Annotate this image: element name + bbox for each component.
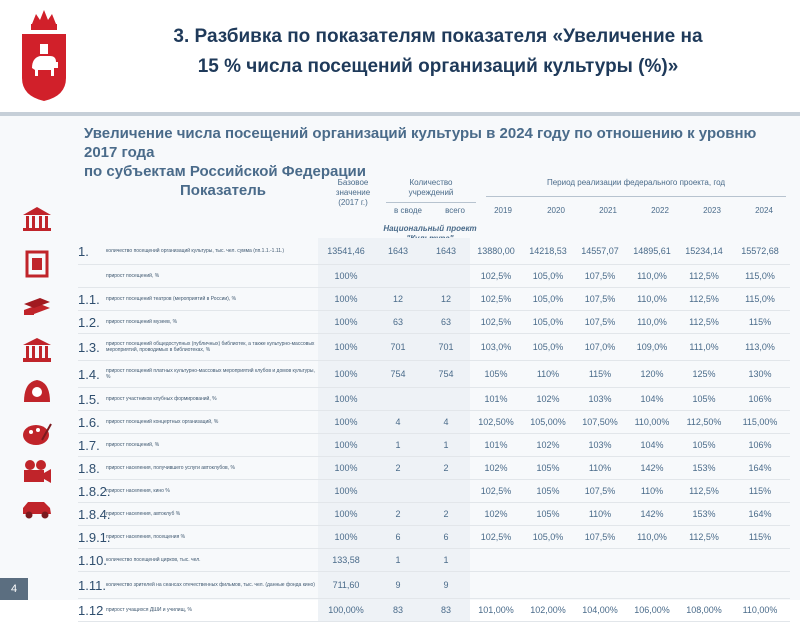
year-value-cell: 101,00%: [470, 599, 522, 622]
in-total-cell: 9: [374, 572, 422, 599]
table-row: [78, 311, 790, 334]
year-value-cell: 164%: [730, 457, 790, 480]
year-value-cell: 110,00%: [730, 599, 790, 622]
table-row: [78, 457, 790, 480]
total-cell: 63: [422, 311, 470, 334]
year-2024: 2024: [755, 206, 773, 215]
total-cell: [422, 480, 470, 503]
in-total-cell: 2: [374, 503, 422, 526]
base-value-cell: 100%: [318, 503, 374, 526]
row-number: [78, 265, 106, 288]
period-header-rule: [486, 196, 786, 197]
total-cell: 1: [422, 549, 470, 572]
in-total-cell: 63: [374, 311, 422, 334]
base-value-cell: 100%: [318, 457, 374, 480]
year-value-cell: 107,5%: [574, 311, 626, 334]
year-value-cell: 107,5%: [574, 526, 626, 549]
palette-icon: [20, 420, 54, 448]
base-header-line1: Базовое: [337, 178, 369, 187]
year-value-cell: 102%: [522, 388, 574, 411]
year-value-cell: 105%: [522, 503, 574, 526]
total-cell: 83: [422, 599, 470, 622]
year-value-cell: 115%: [730, 480, 790, 503]
base-value-cell: 100%: [318, 311, 374, 334]
year-value-cell: 110%: [574, 457, 626, 480]
year-value-cell: 115,0%: [730, 265, 790, 288]
kokoshnik-icon: [20, 378, 54, 406]
year-value-cell: 102,5%: [470, 480, 522, 503]
year-value-cell: 110,0%: [626, 311, 678, 334]
year-value-cell: 104,00%: [574, 599, 626, 622]
year-value-cell: 105,00%: [522, 411, 574, 434]
year-value-cell: 115%: [574, 361, 626, 388]
year-value-cell: [470, 549, 522, 572]
year-value-cell: 101%: [470, 388, 522, 411]
row-number: 1.7.: [78, 434, 106, 457]
year-value-cell: 105%: [470, 361, 522, 388]
year-value-cell: [574, 549, 626, 572]
year-value-cell: 112,5%: [678, 288, 730, 311]
total-cell: 6: [422, 526, 470, 549]
year-value-cell: 107,5%: [574, 265, 626, 288]
film-camera-icon: [20, 458, 54, 486]
table-title-line1: Увеличение числа посещений организаций культуры в 2024 году по отношению к уровню 2017 года: [84, 125, 757, 161]
table-row: [78, 411, 790, 434]
table-row: [78, 288, 790, 311]
total-cell: [422, 265, 470, 288]
year-value-cell: 115%: [730, 311, 790, 334]
base-value-cell: 100%: [318, 480, 374, 503]
base-header-line3: (2017 г.): [338, 198, 368, 207]
slide-title: [88, 22, 788, 82]
year-value-cell: 107,0%: [574, 334, 626, 361]
year-value-cell: 105,0%: [522, 311, 574, 334]
in-total-cell: 701: [374, 334, 422, 361]
row-label: прирост учащихся ДШИ и училищ, %: [106, 599, 318, 622]
year-value-cell: [470, 572, 522, 599]
year-value-cell: 102%: [470, 503, 522, 526]
base-value-cell: 100%: [318, 526, 374, 549]
row-number: 1.5.: [78, 388, 106, 411]
year-value-cell: 112,5%: [678, 311, 730, 334]
year-value-cell: 13880,00: [470, 238, 522, 265]
base-value-cell: 13541,46: [318, 238, 374, 265]
in-total-cell: [374, 480, 422, 503]
total-cell: 1: [422, 434, 470, 457]
table-title-line2: по субъектам Российской Федерации: [84, 163, 366, 180]
year-value-cell: 112,5%: [678, 480, 730, 503]
row-label: количество зрителей на сеансах отечественных фильмов, тыс. чел. (данные фонда кино): [106, 572, 318, 599]
total-cell: [422, 388, 470, 411]
year-value-cell: 105,0%: [522, 334, 574, 361]
year-value-cell: 115,0%: [730, 288, 790, 311]
base-value-header: [328, 178, 378, 208]
year-value-cell: [626, 572, 678, 599]
row-label: прирост посещений, %: [106, 265, 318, 288]
base-header-line2: значение: [335, 188, 371, 197]
year-value-cell: 110%: [626, 480, 678, 503]
row-label: прирост населения, кино %: [106, 480, 318, 503]
year-value-cell: 14557,07: [574, 238, 626, 265]
year-value-cell: 102%: [522, 434, 574, 457]
in-total-cell: 1643: [374, 238, 422, 265]
year-value-cell: 102,50%: [470, 411, 522, 434]
year-value-cell: 120%: [626, 361, 678, 388]
year-2020: 2020: [547, 206, 565, 215]
year-value-cell: [678, 549, 730, 572]
year-2019: 2019: [494, 206, 512, 215]
year-value-cell: 103%: [574, 388, 626, 411]
row-label: прирост посещений концертных организаций, %: [106, 411, 318, 434]
year-value-cell: 14218,53: [522, 238, 574, 265]
year-value-cell: 102,5%: [470, 265, 522, 288]
table-row: [78, 265, 790, 288]
year-value-cell: 106%: [730, 434, 790, 457]
year-value-cell: 105,0%: [522, 526, 574, 549]
year-value-cell: 101%: [470, 434, 522, 457]
in-total-cell: 4: [374, 411, 422, 434]
total-cell: 9: [422, 572, 470, 599]
year-value-cell: 106%: [730, 388, 790, 411]
count-header-line2: учреждений: [408, 188, 454, 197]
indicator-header: Показатель: [180, 182, 267, 199]
books-icon: [20, 292, 54, 320]
year-value-cell: [678, 572, 730, 599]
row-label: прирост посещений общедоступных (публичных) библиотек, а также культурно-массовых мероприятий, проводимых в библиотеках, %: [106, 334, 318, 361]
row-number: 1.: [78, 238, 106, 265]
year-value-cell: 110%: [522, 361, 574, 388]
total-cell: 12: [422, 288, 470, 311]
row-number: 1.8.: [78, 457, 106, 480]
culture-house-icon: [20, 336, 54, 364]
indicators-table: [78, 238, 790, 622]
row-label: прирост посещений музеев, %: [106, 311, 318, 334]
year-value-cell: 105,0%: [522, 265, 574, 288]
year-value-cell: 105%: [678, 388, 730, 411]
count-header: [386, 178, 476, 198]
total-cell: 4: [422, 411, 470, 434]
indicators-table-body: [78, 238, 790, 622]
year-value-cell: 164%: [730, 503, 790, 526]
year-value-cell: 106,00%: [626, 599, 678, 622]
base-value-cell: 100%: [318, 388, 374, 411]
count-header-rule: [386, 202, 476, 203]
year-value-cell: 104%: [626, 388, 678, 411]
row-label: прирост посещений платных культурно-массовых мероприятий клубов и домов культуры, %: [106, 361, 318, 388]
theatre-icon: [20, 205, 54, 233]
row-number: 1.12: [78, 599, 106, 622]
year-value-cell: [730, 549, 790, 572]
row-label: прирост населения, получившего услуги автоклубов, %: [106, 457, 318, 480]
in-total-cell: 12: [374, 288, 422, 311]
year-value-cell: [730, 572, 790, 599]
base-value-cell: 100%: [318, 265, 374, 288]
perm-krai-emblem: [18, 6, 70, 102]
row-number: 1.3.: [78, 334, 106, 361]
in-total-cell: 6: [374, 526, 422, 549]
total-cell: 2: [422, 457, 470, 480]
total-header: всего: [445, 206, 465, 215]
year-value-cell: 115%: [730, 526, 790, 549]
year-value-cell: 15572,68: [730, 238, 790, 265]
table-row: [78, 434, 790, 457]
year-value-cell: 108,00%: [678, 599, 730, 622]
year-value-cell: 110,0%: [626, 265, 678, 288]
year-value-cell: [574, 572, 626, 599]
in-total-header: в своде: [393, 206, 423, 215]
year-value-cell: 107,5%: [574, 288, 626, 311]
table-row: [78, 480, 790, 503]
year-value-cell: [522, 549, 574, 572]
row-number: 1.1.: [78, 288, 106, 311]
year-value-cell: 105,0%: [522, 288, 574, 311]
in-total-cell: [374, 388, 422, 411]
table-row: [78, 238, 790, 265]
table-row: [78, 599, 790, 622]
base-value-cell: 100%: [318, 411, 374, 434]
base-value-cell: 100%: [318, 334, 374, 361]
year-value-cell: 107,5%: [574, 480, 626, 503]
year-value-cell: 102%: [470, 457, 522, 480]
row-number: 1.11.: [78, 572, 106, 599]
row-label: количество посещений цирков, тыс. чел.: [106, 549, 318, 572]
row-label: количество посещений организаций культуры, тыс. чел. сумма (пп.1.1.-1.11.): [106, 238, 318, 265]
table-row: [78, 526, 790, 549]
base-value-cell: 133,58: [318, 549, 374, 572]
period-header: Период реализации федерального проекта, год: [546, 178, 726, 187]
row-label: прирост населения, автоклуб %: [106, 503, 318, 526]
total-cell: 701: [422, 334, 470, 361]
table-title: [84, 124, 784, 181]
row-number: 1.8.2.: [78, 480, 106, 503]
base-value-cell: 100,00%: [318, 599, 374, 622]
year-value-cell: 105%: [678, 434, 730, 457]
table-row: [78, 549, 790, 572]
slide-title-line1: 3. Разбивка по показателям показателя «Увеличение на: [173, 26, 703, 47]
year-value-cell: 111,0%: [678, 334, 730, 361]
year-value-cell: 110,0%: [626, 526, 678, 549]
total-cell: 2: [422, 503, 470, 526]
table-panel: [70, 120, 792, 618]
table-row: [78, 334, 790, 361]
year-2023: 2023: [703, 206, 721, 215]
row-number: 1.9.1.: [78, 526, 106, 549]
year-value-cell: 110,0%: [626, 288, 678, 311]
in-total-cell: 2: [374, 457, 422, 480]
row-number: 1.10.: [78, 549, 106, 572]
base-value-cell: 100%: [318, 434, 374, 457]
row-label: прирост посещений, %: [106, 434, 318, 457]
year-value-cell: 105%: [522, 480, 574, 503]
base-value-cell: 711,60: [318, 572, 374, 599]
count-header-line1: Количество: [409, 178, 453, 187]
museum-frame-icon: [20, 250, 54, 278]
base-value-cell: 100%: [318, 288, 374, 311]
year-value-cell: 102,5%: [470, 526, 522, 549]
row-label: прирост участников клубных формирований, %: [106, 388, 318, 411]
table-row: [78, 572, 790, 599]
year-2022: 2022: [651, 206, 669, 215]
year-value-cell: 103%: [574, 434, 626, 457]
page-number: 4: [0, 578, 28, 600]
year-value-cell: 102,5%: [470, 288, 522, 311]
year-value-cell: 102,5%: [470, 311, 522, 334]
table-row: [78, 388, 790, 411]
total-cell: 1643: [422, 238, 470, 265]
year-value-cell: 142%: [626, 457, 678, 480]
year-value-cell: 112,5%: [678, 526, 730, 549]
year-value-cell: 110,00%: [626, 411, 678, 434]
year-value-cell: 104%: [626, 434, 678, 457]
year-value-cell: 109,0%: [626, 334, 678, 361]
year-value-cell: 153%: [678, 503, 730, 526]
table-row: [78, 361, 790, 388]
year-value-cell: 113,0%: [730, 334, 790, 361]
row-number: 1.6.: [78, 411, 106, 434]
year-value-cell: 125%: [678, 361, 730, 388]
slide-title-line2: 15 % числа посещений организаций культуры (%)»: [197, 56, 679, 77]
row-label: прирост посещений театров (мероприятий в России), %: [106, 288, 318, 311]
row-number: 1.8.4.: [78, 503, 106, 526]
year-value-cell: 102,00%: [522, 599, 574, 622]
year-value-cell: [626, 549, 678, 572]
year-value-cell: 153%: [678, 457, 730, 480]
year-value-cell: 112,50%: [678, 411, 730, 434]
in-total-cell: [374, 265, 422, 288]
year-value-cell: 14895,61: [626, 238, 678, 265]
year-value-cell: 105%: [522, 457, 574, 480]
row-number: 1.2.: [78, 311, 106, 334]
car-icon: [20, 494, 54, 522]
year-value-cell: 103,0%: [470, 334, 522, 361]
year-2021: 2021: [599, 206, 617, 215]
year-value-cell: 115,00%: [730, 411, 790, 434]
base-value-cell: 100%: [318, 361, 374, 388]
in-total-cell: 83: [374, 599, 422, 622]
year-value-cell: [522, 572, 574, 599]
in-total-cell: 1: [374, 434, 422, 457]
year-value-cell: 142%: [626, 503, 678, 526]
project-header: Национальный проект: [383, 224, 477, 233]
year-value-cell: 130%: [730, 361, 790, 388]
in-total-cell: 754: [374, 361, 422, 388]
year-value-cell: 15234,14: [678, 238, 730, 265]
year-value-cell: 110%: [574, 503, 626, 526]
year-value-cell: 107,50%: [574, 411, 626, 434]
total-cell: 754: [422, 361, 470, 388]
in-total-cell: 1: [374, 549, 422, 572]
row-label: прирост населения, посещения %: [106, 526, 318, 549]
table-row: [78, 503, 790, 526]
year-value-cell: 112,5%: [678, 265, 730, 288]
row-number: 1.4.: [78, 361, 106, 388]
